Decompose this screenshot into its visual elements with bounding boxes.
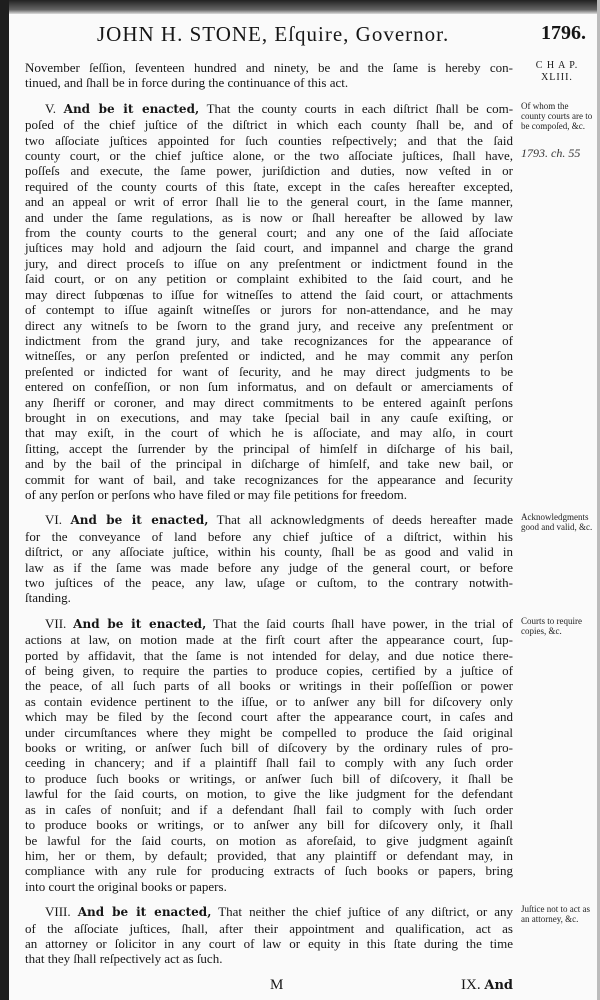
text-line: may direct ſubpœnas to iſſue for witneſſes to attend the ſaid court, or attachments bbox=[25, 286, 513, 302]
section-viii bbox=[25, 904, 513, 967]
section-vii-block bbox=[25, 616, 593, 894]
text-line: of contempt to iſſue againſt witneſſes or jurors for non-attendance, and he may bbox=[25, 302, 513, 318]
margin-note-justice-attorney: Juſtice not to act as an attorney, &c. bbox=[521, 904, 590, 925]
page-footer bbox=[25, 977, 513, 999]
handwritten-annotation: 1793. ch. 55 bbox=[521, 145, 581, 160]
running-head bbox=[25, 20, 590, 50]
text-line: juſtices may hold and adjourn the ſaid court, and impannel and charge the grand bbox=[25, 240, 513, 256]
text-line: any ſheriff or coroner, and may direct commitments to be entered againſt perſons bbox=[25, 394, 513, 410]
section-number: VIII. bbox=[45, 904, 71, 920]
section-vii bbox=[25, 616, 513, 894]
text-line: jury, and direct proceſs to iſſue on any preſentment or indictment found in the bbox=[25, 255, 513, 271]
text-line: lawful for the ſaid courts, on motion, to give the like judgment for the defendant bbox=[25, 786, 513, 802]
text-line bbox=[25, 904, 513, 920]
margin-column bbox=[521, 904, 593, 924]
scan-left-edge bbox=[0, 0, 9, 1000]
text-line: compliance with any rule for producing extracts of ſuch books or papers, bring bbox=[25, 863, 513, 879]
text-line: ſaid court, or on any petition or complaint exhibited to the ſaid court, and he bbox=[25, 271, 513, 287]
section-vi-block bbox=[25, 512, 593, 605]
text-line: to produce books or writings, or to anſwer any bill for diſcovery only, it ſhall bbox=[25, 817, 513, 833]
section-vi bbox=[25, 512, 513, 605]
text-line: indictment from the grand jury, and take recognizances for the appearance of bbox=[25, 332, 513, 348]
section-number: V. bbox=[45, 100, 56, 116]
text-line: the peace, of all ſuch parts of all books or writings in their poſſeſſion or power bbox=[25, 678, 513, 694]
text-line: from the county courts to the general court; and any one of the ſaid aſſociate bbox=[25, 225, 513, 241]
section-v-block bbox=[25, 101, 593, 503]
text-line: him, her or them, by default; provided, that any plaintiff or defendant may, in bbox=[25, 847, 513, 863]
margin-column bbox=[521, 60, 593, 84]
text-line: ſitting, accept the ſurrender by the principal of himſelf in diſcharge of his bail, bbox=[25, 440, 513, 456]
line-text: That the county courts in each diſtrict ſhall be com- bbox=[206, 100, 514, 116]
text-line: as contain evidence pertinent to the iſſue, or to anſwer any bill for diſcovery only bbox=[25, 693, 513, 709]
text-line: that they ſhall reſpectively act as ſuch. bbox=[25, 951, 223, 967]
section-v bbox=[25, 101, 513, 503]
text-line bbox=[25, 616, 513, 632]
text-line: under circumſtances where they might be compelled to produce the ſaid original bbox=[25, 724, 513, 740]
text-line: poſſeſs and execute, the ſame power, juriſdiction and duties, now veſted in or bbox=[25, 163, 513, 179]
text-line: and by the bail of the principal in diſcharge of himſelf, and take new bail, or bbox=[25, 456, 513, 472]
text-line: county court, or the chief juſtice alone, or the two aſſociate juſtices, ſhall have, bbox=[25, 148, 513, 164]
text-line: two aſſociate juſtices appointed for ſuch counties reſpectively; and that the ſaid bbox=[25, 132, 513, 148]
enacting-clause: And be it enacted, bbox=[77, 905, 212, 920]
text-line: ceeding in chancery; and if a plaintiff ſhall fail to comply with any ſuch order bbox=[25, 755, 513, 771]
line-text: That neither the chief juſtice of any diſtrict, or any bbox=[218, 904, 514, 920]
text-line: to produce ſuch books or writings, or anſwer ſuch bill of diſcovery, it ſhall be bbox=[25, 770, 513, 786]
text-line: ported by affidavit, that the ſame is not intended for delay, and due notice there- bbox=[25, 647, 513, 663]
paragraph-continuation bbox=[25, 60, 513, 91]
catchword-word: And bbox=[484, 977, 513, 993]
text-line: actions at law, on motion made at the firſt court after the appearance court, ſup- bbox=[25, 632, 513, 648]
margin-column bbox=[521, 512, 593, 532]
chapter-word: C H A P. bbox=[535, 60, 579, 71]
margin-note-acknowledgments: Acknowledgments good and valid, &c. bbox=[521, 512, 593, 533]
text-line: which may be filed by the ſecond court after the appearance court, in caſes and bbox=[25, 709, 513, 725]
catchword bbox=[461, 977, 513, 994]
scan-top-edge bbox=[0, 0, 600, 14]
margin-note-county-courts: Of whom the county courts are to be compoſed, &c. bbox=[521, 100, 593, 131]
enacting-clause: And be it enacted, bbox=[70, 513, 209, 528]
margin-note-courts-copies: Courts to require copies, &c. bbox=[521, 615, 582, 636]
text-line: for the conveyance of land before any chief juſtice of a diſtrict, within his bbox=[25, 528, 513, 544]
text-line: of any perſon or perſons who have filed or may file petitions for freedom. bbox=[25, 486, 407, 502]
signature-mark: M bbox=[270, 976, 284, 993]
text-line: an attorney or ſolicitor in any court of law or equity in this ſtate during the time bbox=[25, 935, 513, 951]
text-line: that may exiſt, in the court of which he is aſſociate, and may alſo, in court bbox=[25, 425, 513, 441]
section-number: VI. bbox=[45, 512, 62, 528]
margin-column bbox=[521, 616, 593, 636]
continuation-block bbox=[25, 60, 593, 91]
section-number: VII. bbox=[45, 615, 67, 631]
text-line: commit for want of bail, and take recognizances for the appearance and ſecurity bbox=[25, 471, 513, 487]
enacting-clause: And be it enacted, bbox=[73, 616, 207, 631]
text-line: witneſſes, or any perſon preſented or indicted, and he may commit any perſon bbox=[25, 348, 513, 364]
text-line: of the aſſociate juſtices, ſhall, after their appointment and qualification, act as bbox=[25, 920, 513, 936]
enacting-clause: And be it enacted, bbox=[63, 101, 200, 116]
text-line: of being given, to require the parties to produce copies, certified by a juſtice of bbox=[25, 663, 513, 679]
text-line: into court the original books or papers. bbox=[25, 878, 227, 894]
margin-column bbox=[521, 101, 593, 161]
text-line: brought in on executions, and may take ſpecial bail in any cauſe exiſting, or bbox=[25, 409, 513, 425]
running-head-year: 1796. bbox=[541, 22, 586, 44]
text-line: entered on confeſſion, or non ſum informatus, and on default or amerciaments of bbox=[25, 379, 513, 395]
text-line: direct any witneſs to be ſworn to the grand jury, and receive any preſentment or bbox=[25, 317, 513, 333]
section-viii-block bbox=[25, 904, 593, 967]
text-line: ſtanding. bbox=[25, 590, 71, 606]
text-line bbox=[25, 101, 513, 117]
text-line: books or writing, or anſwer ſuch bill of diſcovery by the ordinary rules of pro- bbox=[25, 740, 513, 756]
chapter-label bbox=[521, 60, 593, 84]
text-line: required of the county courts of this ſtate, except in the caſes hereafter excepted, bbox=[25, 178, 513, 194]
text-line: preſented or indicted for want of ſecurity, and he may direct judgments to be bbox=[25, 363, 513, 379]
text-line: and under the ſame regulations, as is now or ſhall hereafter be allowed by law bbox=[25, 209, 513, 225]
text-line: poſed of the chief juſtice of the diſtrict in which each county ſhall be, and of bbox=[25, 117, 513, 133]
text-line: as in caſes of nonſuit; and if a defendant ſhall fail to comply with ſuch order bbox=[25, 801, 513, 817]
text-line: law as if the ſame was made before any judge of the general court, or before bbox=[25, 559, 513, 575]
line-text: That the ſaid courts ſhall have power, in the trial of bbox=[212, 615, 514, 631]
text-line: tinued, and ſhall be in force during the continuance of this act. bbox=[25, 75, 349, 91]
catchword-number: IX. bbox=[461, 976, 481, 993]
text-line: and an appeal or writ of error ſhall lie to the general court, in the ſame manner, bbox=[25, 194, 513, 210]
text-line bbox=[25, 512, 513, 528]
running-head-title: JOHN H. STONE, Eſquire, Governor. bbox=[97, 22, 450, 46]
text-line: be lawful for the ſaid courts, on motion as aforeſaid, to give judgment againſt bbox=[25, 832, 513, 848]
text-line: diſtrict, or any aſſociate juſtice, within his county, ſhall be as good and valid in bbox=[25, 544, 513, 560]
line-text: That all acknowledgments of deeds hereafter made bbox=[216, 512, 513, 528]
chapter-number: XLIII. bbox=[541, 72, 573, 83]
text-line: November ſeſſion, ſeventeen hundred and ninety, be and the ſame is hereby con- bbox=[25, 60, 513, 75]
page-body bbox=[25, 60, 593, 999]
text-line: two juſtices of the peace, any law, uſage or cuſtom, to the contrary notwith- bbox=[25, 575, 513, 590]
